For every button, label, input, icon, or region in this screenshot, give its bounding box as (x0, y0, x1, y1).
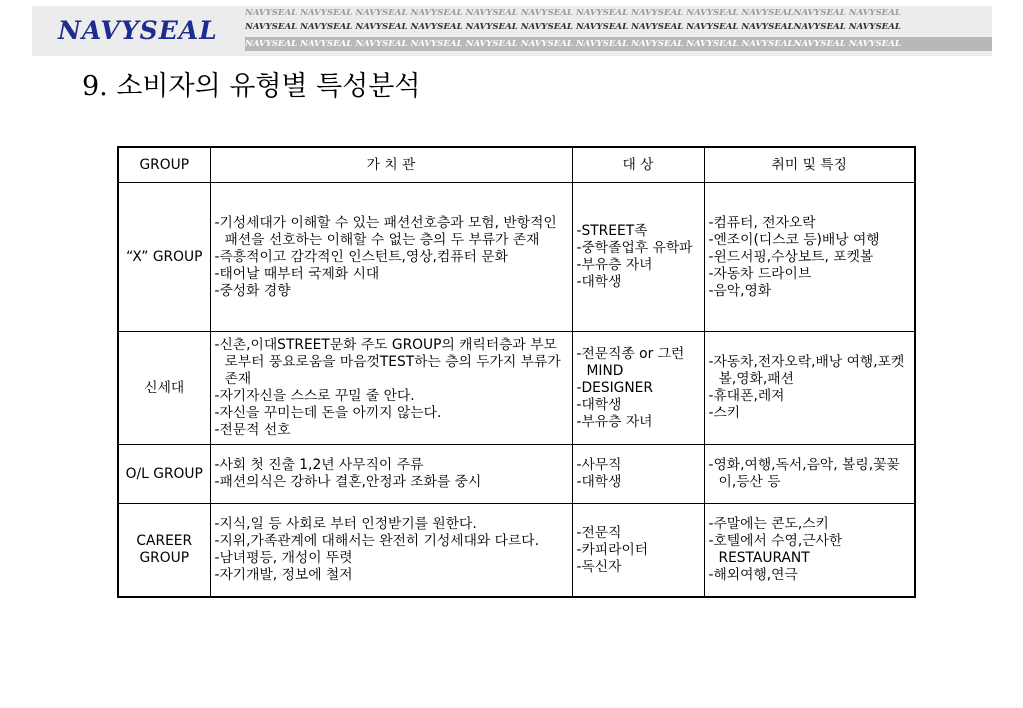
list-item: - DESIGNER (577, 380, 700, 397)
brand-area (32, 6, 237, 56)
list-item: - 컴퓨터, 전자오락 (709, 215, 911, 232)
list-item: - 지위,가족관계에 대해서는 완전히 기성세대와 다르다. (215, 533, 568, 550)
list-item: - 중학졸업후 유학파 (577, 240, 700, 257)
list-item: - 즉흥적이고 감각적인 인스턴트,영상,컴퓨터 문화 (215, 249, 568, 266)
list-item: - 영화,여행,독서,음악, 볼링,꽃꽂이,등산 등 (709, 457, 911, 491)
list-item: - 해외여행,연극 (709, 567, 911, 584)
list-item: - 자기개발, 정보에 철저 (215, 567, 568, 584)
target-cell (572, 183, 704, 332)
list-item: - 중성화 경향 (215, 283, 568, 300)
pattern-row: NAVYSEAL NAVYSEAL NAVYSEAL NAVYSEAL NAVYSEAL NAVYSEAL NAVYSEAL NAVYSEAL NAVYSEAL NAVYSEALNAVYSEAL NAVYSEAL (245, 22, 901, 32)
list-item: - 패션의식은 강하나 결혼,안정과 조화를 중시 (215, 474, 568, 491)
hobby-cell (704, 332, 915, 445)
list-item: - 휴대폰,레져 (709, 388, 911, 405)
list-item: - 대학생 (577, 274, 700, 291)
list-item: - 전문직종 or 그런 MIND (577, 346, 700, 380)
target-cell (572, 504, 704, 598)
list-item: - STREET족 (577, 223, 700, 240)
watermark-pattern (245, 6, 992, 56)
list-item: - 윈드서핑,수상보트, 포켓볼 (709, 249, 911, 266)
list-item: - 대학생 (577, 397, 700, 414)
table-row (118, 183, 915, 332)
list-item: - 주말에는 콘도,스키 (709, 516, 911, 533)
table-row (118, 504, 915, 598)
group-name-cell (118, 332, 210, 445)
list-item: - 부유층 자녀 (577, 257, 700, 274)
list-item: - 사무직 (577, 457, 700, 474)
table-header-row (118, 147, 915, 183)
group-name-cell (118, 183, 210, 332)
list-item: - 대학생 (577, 474, 700, 491)
column-header-group: GROUP (118, 147, 210, 183)
values-cell (210, 332, 572, 445)
group-name: O/L GROUP (125, 465, 203, 482)
group-name-cell (118, 445, 210, 504)
table-row (118, 445, 915, 504)
list-item: - 음악,영화 (709, 283, 911, 300)
target-cell (572, 332, 704, 445)
hobby-cell (704, 504, 915, 598)
list-item: - 태어날 때부터 국제화 시대 (215, 266, 568, 283)
group-name-cell (118, 504, 210, 598)
table-row (118, 332, 915, 445)
list-item: - 전문직 (577, 525, 700, 542)
consumer-type-table (117, 146, 916, 598)
list-item: - 독신자 (577, 559, 700, 576)
brand-logo: NAVYSEAL (58, 16, 218, 45)
column-header-hobby: 취미 및 특징 (704, 147, 915, 183)
list-item: - 자신을 꾸미는데 돈을 아끼지 않는다. (215, 405, 568, 422)
hobby-cell (704, 445, 915, 504)
list-item: - 스키 (709, 405, 911, 422)
group-name: CAREER GROUP (136, 533, 193, 566)
list-item: - 자동차 드라이브 (709, 266, 911, 283)
group-name: 신세대 (144, 379, 185, 396)
list-item: - 기성세대가 이해할 수 있는 패션선호층과 모험, 반항적인 패션을 선호하는 이해할 수 없는 층의 두 부류가 존재 (215, 215, 568, 249)
values-cell (210, 445, 572, 504)
list-item: - 사회 첫 진출 1,2년 사무직이 주류 (215, 457, 568, 474)
list-item: - 카피라이터 (577, 542, 700, 559)
pattern-row: NAVYSEAL NAVYSEAL NAVYSEAL NAVYSEAL NAVYSEAL NAVYSEAL NAVYSEAL NAVYSEAL NAVYSEAL NAVYSEALNAVYSEAL NAVYSEAL (245, 8, 901, 18)
target-cell (572, 445, 704, 504)
group-name: “X” GROUP (126, 248, 203, 265)
header-band (32, 6, 992, 56)
column-header-target: 대 상 (572, 147, 704, 183)
page-title: 9. 소비자의 유형별 특성분석 (82, 71, 421, 102)
list-item: - 자동차,전자오락,배낭 여행,포켓볼,영화,패션 (709, 354, 911, 388)
list-item: - 자기자신을 스스로 꾸밀 줄 안다. (215, 388, 568, 405)
list-item: - 호텔에서 수영,근사한 RESTAURANT (709, 533, 911, 567)
list-item: - 남녀평등, 개성이 뚜렷 (215, 550, 568, 567)
values-cell (210, 183, 572, 332)
list-item: - 신촌,이대STREET문화 주도 GROUP의 캐릭터층과 부모로부터 풍요로움을 마음껏TEST하는 층의 두가지 부류가 존재 (215, 337, 568, 388)
list-item: - 전문적 선호 (215, 422, 568, 439)
list-item: - 부유층 자녀 (577, 414, 700, 431)
list-item: - 지식,일 등 사회로 부터 인정받기를 원한다. (215, 516, 568, 533)
list-item: - 엔조이(디스코 등)배낭 여행 (709, 232, 911, 249)
values-cell (210, 504, 572, 598)
pattern-row: NAVYSEAL NAVYSEAL NAVYSEAL NAVYSEAL NAVYSEAL NAVYSEAL NAVYSEAL NAVYSEAL NAVYSEAL NAVYSEALNAVYSEAL NAVYSEAL (245, 37, 992, 51)
hobby-cell (704, 183, 915, 332)
column-header-values: 가 치 관 (210, 147, 572, 183)
